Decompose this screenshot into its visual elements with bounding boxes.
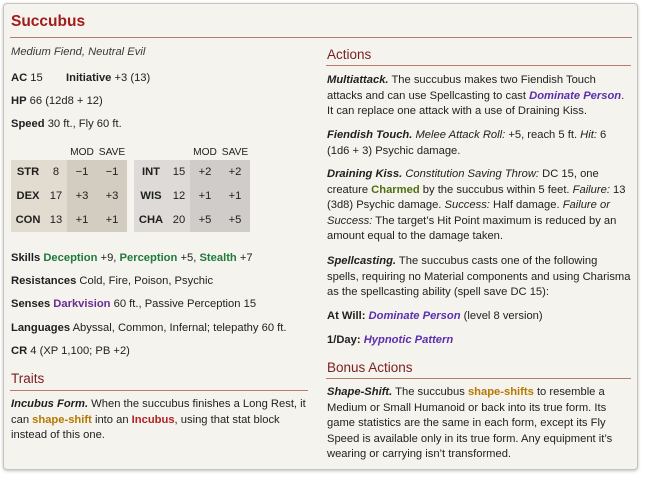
action-fiendish-touch — [327, 128, 631, 159]
spell-per-day — [327, 333, 453, 347]
ability-row-wis — [134, 184, 250, 208]
mod-header: MOD — [70, 146, 94, 158]
bonus-text: to resemble a Medium or Small Humanoid or back into its true form. Its game statistics are the same in each form, except its Fly Speed is available only in its true form. Any equipment it’s wearing or carrying isn’t transformed. — [327, 386, 613, 460]
ability-save: +2 — [220, 160, 250, 184]
ability-name: CHA — [134, 208, 168, 232]
attack-type: Melee Attack Roll: — [415, 129, 506, 141]
shape-shift-link[interactable]: shape-shift — [32, 413, 92, 426]
action-text: The succubus casts one of the following spells, requiring no Material components and using Charisma as the spellcasting ability (spell save DC 15): — [327, 255, 631, 298]
speed-label: Speed — [11, 118, 45, 130]
shape-shifts-link[interactable]: shape-shifts — [467, 386, 534, 398]
save-header: SAVE — [221, 146, 249, 158]
ability-save: +1 — [220, 184, 250, 208]
spell-at-will — [327, 309, 543, 323]
ability-row-con — [11, 208, 127, 232]
monster-subtitle: Medium Fiend, Neutral Evil — [11, 46, 146, 58]
ability-table-right — [134, 144, 250, 232]
action-text: 13 (3d8) Psychic damage. — [327, 183, 626, 211]
challenge-rating — [11, 344, 130, 358]
ability-save: −1 — [97, 160, 127, 184]
hp-value: 66 (12d8 + 12) — [29, 95, 103, 107]
skill-perception-link[interactable]: Perception — [119, 252, 178, 264]
action-text: +5, reach 5 ft. — [505, 129, 581, 141]
save-type: Constitution Saving Throw: — [405, 168, 540, 180]
speed-value: 30 ft., Fly 60 ft. — [47, 118, 122, 130]
ability-row-int — [134, 160, 250, 184]
action-text: by the succubus within 5 feet. — [419, 183, 573, 196]
skill-value: +9, — [97, 252, 120, 264]
initiative-label: Initiative — [66, 72, 112, 84]
title-rule — [10, 37, 632, 38]
stat-block-card — [3, 3, 638, 470]
cr-label: CR — [11, 345, 28, 357]
ability-score: 13 — [45, 208, 67, 232]
ac-value: 15 — [30, 72, 43, 84]
charmed-link[interactable]: Charmed — [371, 183, 420, 196]
trait-text: , using that stat block instead of this one. — [11, 413, 280, 441]
monster-name: Succubus — [11, 13, 86, 30]
bonus-text: The succubus — [392, 386, 468, 398]
ability-mod: +1 — [67, 208, 97, 232]
bonus-shape-shift — [327, 385, 631, 463]
per-day-label: 1/Day: — [327, 334, 361, 346]
failure-label: Failure: — [572, 183, 610, 196]
skill-deception-link[interactable]: Deception — [43, 252, 98, 264]
ability-score: 8 — [45, 160, 67, 184]
ability-name: DEX — [11, 184, 45, 208]
initiative-value: +3 (13) — [114, 72, 151, 84]
resistances-label: Resistances — [11, 275, 77, 287]
at-will-label: At Will: — [327, 310, 366, 322]
dominate-person-spell-link[interactable]: Dominate Person — [368, 310, 461, 322]
ability-table-left — [11, 144, 127, 232]
cr-value: 4 (XP 1,100; PB +2) — [30, 345, 130, 357]
traits-heading: Traits — [11, 371, 45, 386]
trait-text: When the succubus finishes a Long Rest, it can — [11, 398, 306, 426]
ability-name: WIS — [134, 184, 168, 208]
bonus-actions-heading: Bonus Actions — [327, 360, 413, 375]
resistances — [11, 274, 213, 288]
hypnotic-pattern-link[interactable]: Hypnotic Pattern — [363, 334, 454, 346]
ability-score: 12 — [168, 184, 190, 208]
action-text: Half damage. — [489, 199, 563, 211]
bonus-action-name: Shape-Shift. — [327, 386, 393, 398]
trait-incubus-form — [11, 397, 307, 444]
action-spellcasting — [327, 254, 631, 301]
failure-success-label: Failure or Success: — [327, 199, 610, 227]
initiative — [66, 71, 150, 85]
skills — [11, 251, 253, 265]
actions-rule — [326, 65, 631, 66]
action-name: Multiattack. — [327, 74, 389, 86]
action-text: 6 (1d6 + 3) Psychic damage. — [327, 129, 607, 157]
senses — [11, 297, 256, 311]
incubus-link[interactable]: Incubus — [131, 413, 175, 426]
trait-name: Incubus Form. — [11, 398, 89, 410]
action-text: DC 15, one creature — [327, 168, 599, 196]
ability-name: CON — [11, 208, 45, 232]
action-multiattack — [327, 73, 631, 120]
skill-value: +5, — [177, 252, 200, 264]
action-text: . It can replace one attack with a use of Draining Kiss. — [327, 89, 625, 117]
speed — [11, 117, 122, 131]
ac-label: AC — [11, 72, 28, 84]
trait-text: into an — [91, 413, 132, 426]
actions-heading: Actions — [327, 47, 372, 62]
mod-header: MOD — [193, 146, 217, 158]
ability-row-dex — [11, 184, 127, 208]
skill-stealth-link[interactable]: Stealth — [199, 252, 237, 264]
ability-mod: +5 — [190, 208, 220, 232]
action-name: Fiendish Touch. — [327, 129, 413, 141]
save-header: SAVE — [98, 146, 126, 158]
ability-mod: +1 — [190, 184, 220, 208]
senses-value: 60 ft., Passive Perception 15 — [110, 298, 257, 310]
skills-label: Skills — [11, 252, 41, 264]
ability-name: INT — [134, 160, 168, 184]
ability-name: STR — [11, 160, 45, 184]
hp-label: HP — [11, 95, 27, 107]
action-name: Spellcasting. — [327, 255, 397, 267]
ability-save: +1 — [97, 208, 127, 232]
hit-points — [11, 94, 103, 108]
armor-class — [11, 71, 43, 85]
success-label: Success: — [444, 199, 490, 211]
ability-row-str — [11, 160, 127, 184]
action-text: The target’s Hit Point maximum is reduced by an amount equal to the damage taken. — [327, 214, 617, 242]
ability-mod: +3 — [67, 184, 97, 208]
action-text: The succubus makes two Fiendish Touch attacks and can use Spellcasting to cast — [327, 74, 596, 102]
spell-note: (level 8 version) — [460, 310, 543, 322]
ability-save: +5 — [220, 208, 250, 232]
traits-rule — [10, 390, 308, 391]
ability-score: 20 — [168, 208, 190, 232]
languages-value: Abyssal, Common, Infernal; telepathy 60 ft. — [72, 322, 287, 334]
languages — [11, 321, 286, 335]
dominate-person-link[interactable]: Dominate Person — [529, 89, 622, 102]
ability-score: 17 — [45, 184, 67, 208]
darkvision-link[interactable]: Darkvision — [53, 298, 111, 310]
resistances-value: Cold, Fire, Poison, Psychic — [79, 275, 214, 287]
hit-label: Hit: — [580, 129, 597, 141]
skill-value: +7 — [236, 252, 253, 264]
ability-save: +3 — [97, 184, 127, 208]
action-draining-kiss — [327, 167, 631, 245]
ability-row-cha — [134, 208, 250, 232]
senses-label: Senses — [11, 298, 51, 310]
ability-mod: +2 — [190, 160, 220, 184]
ability-mod: −1 — [67, 160, 97, 184]
languages-label: Languages — [11, 322, 71, 334]
ability-score: 15 — [168, 160, 190, 184]
action-name: Draining Kiss. — [327, 168, 403, 180]
bonus-actions-rule — [326, 378, 631, 379]
